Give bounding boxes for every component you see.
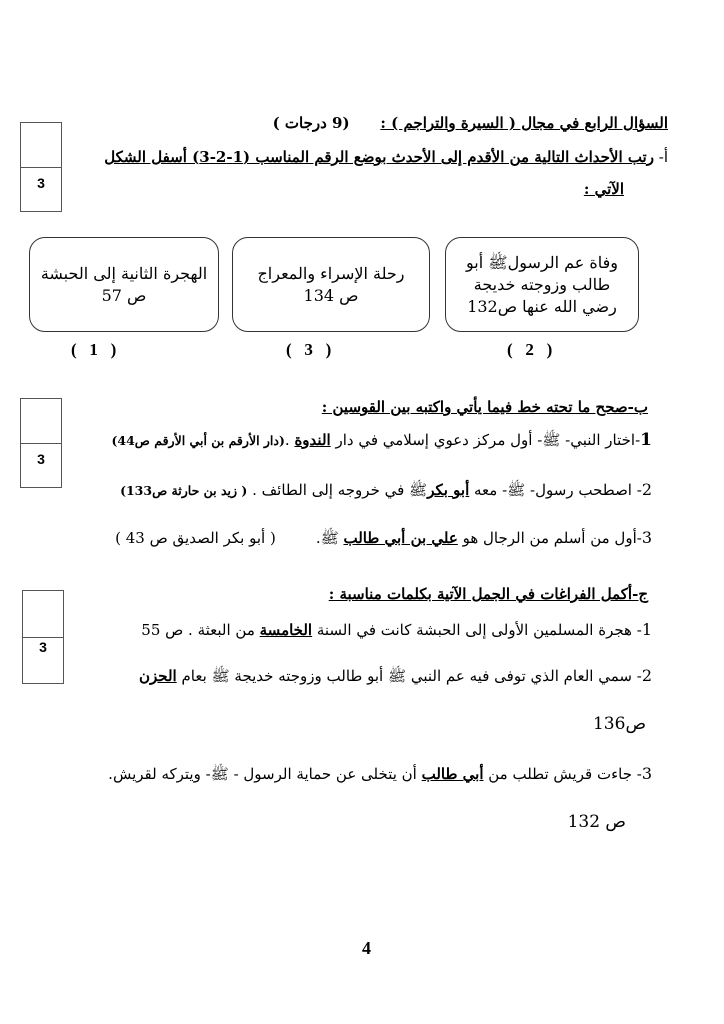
card-line: الهجرة الثانية إلى الحبشة [40,263,208,283]
item-number: 3 [641,764,652,783]
card-line: ص 134 [303,285,359,305]
correction-item-3 [62,528,652,551]
question-marks: (9 درجات ) [272,114,350,132]
fill-answer: الخامسة [259,621,313,639]
item-text: . [284,431,295,449]
correction-item-1 [62,430,652,453]
fill-item-3-page: ص 132 [567,812,626,832]
part-b-title: ب-صحح ما تحته خط فيما يأتي واكتبه بين القوسين : [321,398,648,416]
item-text: من البعثة . ص 55 [141,621,260,639]
question-title: السؤال الرابع في مجال ( السيرة والتراجم ) : [380,114,668,132]
correction-item-2 [62,480,652,503]
item-number: 1 [641,620,652,639]
correction-answer: ( أبو بكر الصديق ص 43 ) [115,529,276,547]
score-cell-empty [23,591,63,638]
event-card-second-hijra [29,237,219,332]
item-text: ﷺ. [315,529,344,547]
score-cell-value: 3 [39,639,47,655]
item-text: - اصطحب رسول- ﷺ- معه [469,481,642,499]
part-a-instruction [68,148,668,166]
score-cell-value: 3 [37,175,45,191]
answer-slot-2[interactable]: ( 3 ) [286,340,332,359]
fill-item-2 [62,666,652,689]
score-cell-value: 3 [37,451,45,467]
part-a-prefix: أ- [653,148,668,166]
item-text: ﷺ في خروجه إلى الطائف . [247,481,428,499]
part-a-instruction-cont: الآتي : [583,180,624,198]
item-number: 2 [641,666,652,685]
item-text: - هجرة المسلمين الأولى إلى الحبشة كانت في السنة [312,621,642,639]
item-number: 1 [640,430,652,450]
question-header [68,114,668,132]
card-line: رضي الله عنها ص132 [467,296,617,316]
part-b-score-box [20,398,62,488]
fill-item-3 [52,764,652,787]
part-c-score-box [22,590,64,684]
score-cell-empty [21,399,61,444]
score-cell-empty [21,123,61,168]
page-number: 4 [362,938,371,958]
item-number: 3 [641,528,652,547]
item-text: - جاءت قريش تطلب من [483,765,642,783]
fill-item-2-page: ص136 [592,714,646,734]
card-line: وفاة عم الرسولﷺ أبو [465,252,619,272]
answer-slot-3[interactable]: ( 2 ) [507,340,553,359]
underlined-term: الندوة [294,431,331,449]
part-c-title: ج-أكمل الفراغات في الجمل الآتية بكلمات مناسبة : [328,585,648,603]
card-line: طالب وزوجته خديجة [473,274,611,294]
correction-answer: ( زيد بن حارثة ص133) [120,483,248,498]
correction-answer: (دار الأرقم بن أبي الأرقم ص44) [111,433,285,448]
answer-slot-1[interactable]: ( 1 ) [71,340,117,359]
item-text: -أول من أسلم من الرجال هو [457,529,642,547]
item-text: - سمي العام الذي توفى فيه عم النبي ﷺ أبو طالب وزوجته خديجة ﷺ بعام [176,667,642,685]
part-a-instruction-text: رتب الأحداث التالية من الأقدم إلى الأحدث بوضع الرقم المناسب (1-2-3) أسفل الشكل [104,148,654,166]
part-a-score-box [20,122,62,212]
item-text: -اختار النبي- ﷺ- أول مركز دعوي إسلامي في دار [330,431,641,449]
item-number: 2 [641,480,652,499]
underlined-term: أبو بكر [427,481,470,499]
item-text: أن يتخلى عن حماية الرسول - ﷺ- ويتركه لقريش. [108,765,422,783]
underlined-term: علي بن أبي طالب [343,529,458,547]
event-card-isra-miraj [232,237,430,332]
card-line: رحلة الإسراء والمعراج [257,263,405,283]
fill-answer: الحزن [138,667,177,685]
fill-answer: أبي طالب [421,765,484,783]
event-card-death-abu-talib [445,237,639,332]
fill-item-1 [62,620,652,639]
card-line: ص 57 [101,285,147,305]
